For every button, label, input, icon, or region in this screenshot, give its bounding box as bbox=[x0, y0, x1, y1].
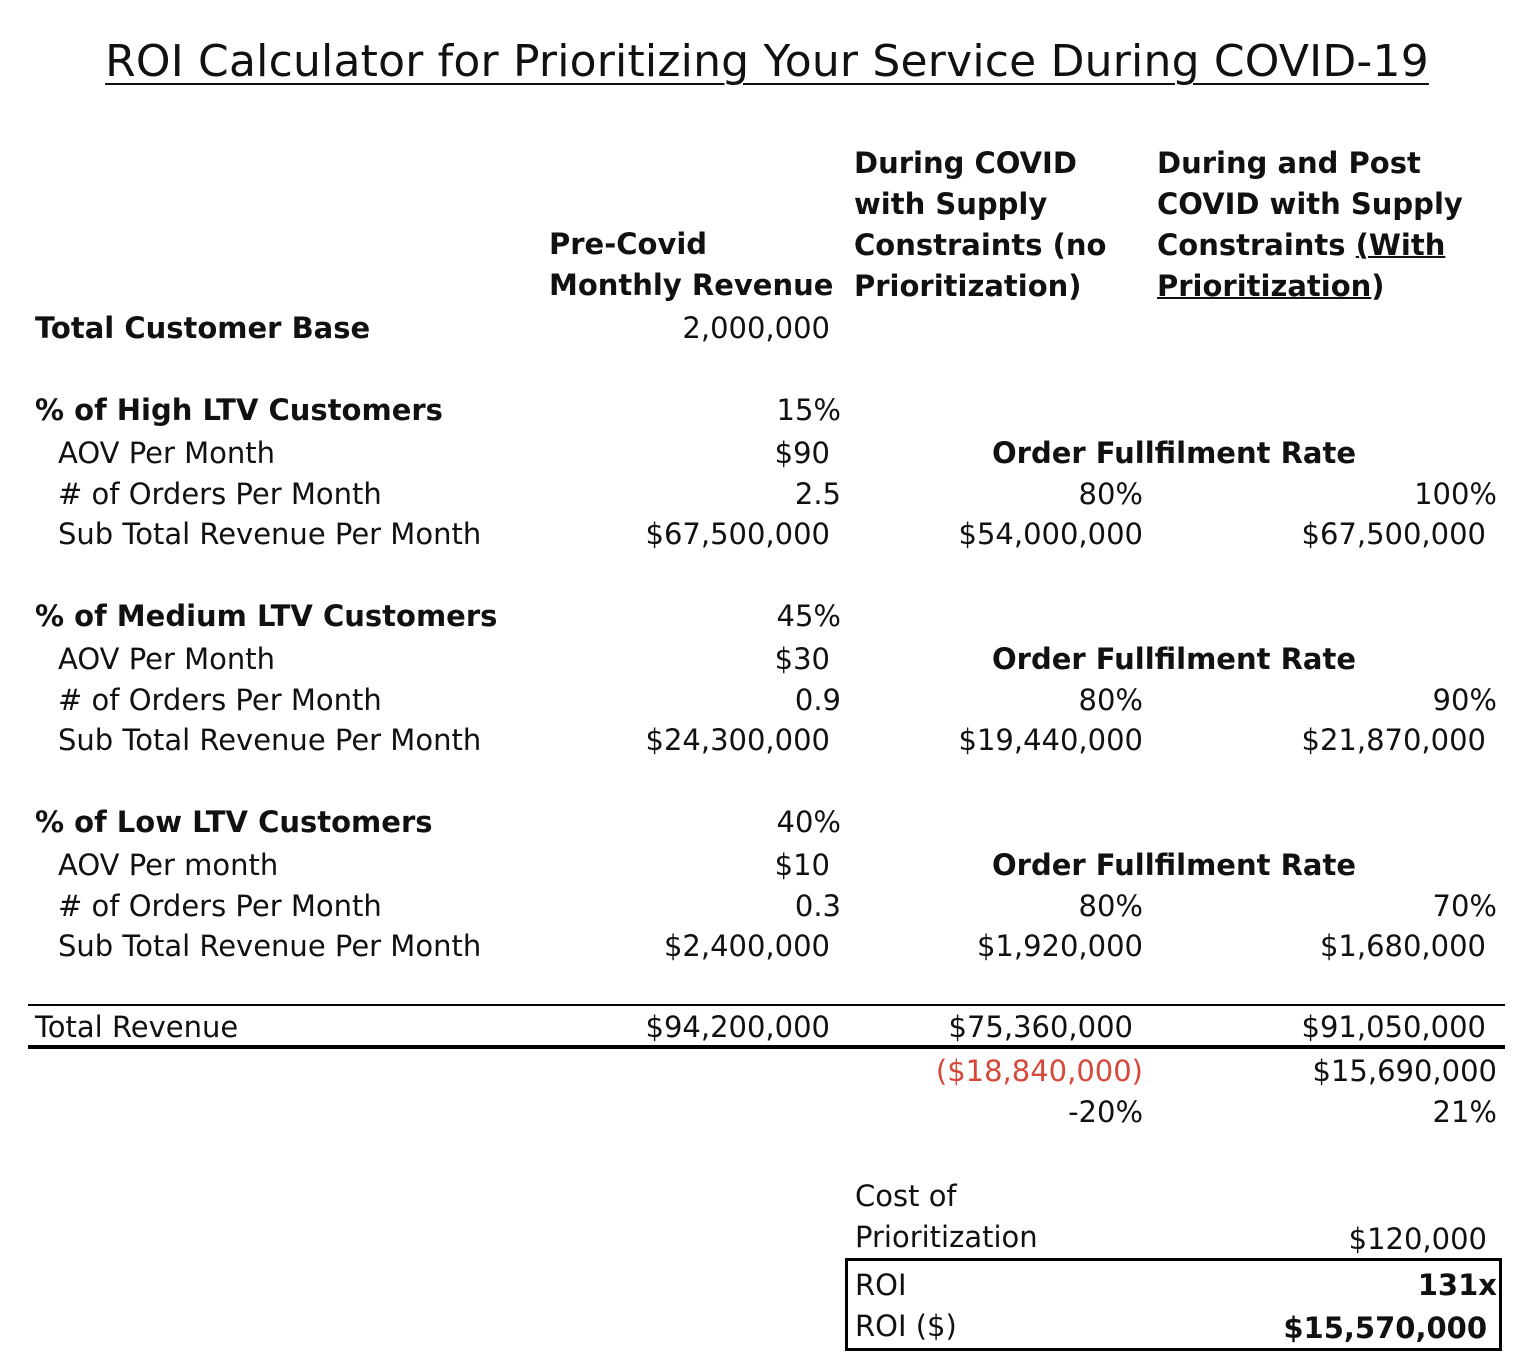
aov-label: AOV Per Month bbox=[58, 642, 276, 676]
header-post-covid-line4-plain: ) bbox=[1371, 269, 1385, 303]
roi-label: ROI bbox=[855, 1268, 907, 1302]
subtotal-pre-covid: $2,400,000 bbox=[663, 929, 830, 963]
header-pre-covid-line2: Monthly Revenue bbox=[549, 268, 834, 302]
segment-heading: % of High LTV Customers bbox=[35, 393, 443, 427]
header-during-covid-line1: During COVID bbox=[854, 146, 1077, 180]
total-bottom-rule bbox=[28, 1045, 1505, 1049]
aov-value: $10 bbox=[774, 848, 830, 882]
subtotal-label: Sub Total Revenue Per Month bbox=[58, 929, 482, 963]
subtotal-pre-covid: $67,500,000 bbox=[645, 517, 830, 551]
rate-no-prioritization: 80% bbox=[1078, 683, 1143, 717]
header-during-covid-line3: Constraints (no bbox=[854, 228, 1107, 262]
total-customer-base-value: 2,000,000 bbox=[682, 311, 830, 345]
header-post-covid-line4-underlined: Prioritization bbox=[1157, 269, 1372, 303]
total-revenue-pre-covid: $94,200,000 bbox=[645, 1010, 830, 1044]
header-pre-covid bbox=[549, 224, 833, 306]
header-post-covid-line3-plain: Constraints bbox=[1157, 228, 1356, 262]
fulfilment-rate-label: Order Fullfilment Rate bbox=[991, 642, 1357, 676]
subtotal-with-prioritization: $21,870,000 bbox=[1301, 723, 1486, 757]
header-pre-covid-line1: Pre-Covid bbox=[549, 227, 708, 261]
cost-label-line1: Cost of bbox=[855, 1179, 957, 1213]
subtotal-no-prioritization: $1,920,000 bbox=[976, 929, 1143, 963]
cost-label-line2: Prioritization bbox=[855, 1220, 1038, 1254]
change-amount-no-prioritization: ($18,840,000) bbox=[935, 1054, 1143, 1088]
subtotal-with-prioritization: $1,680,000 bbox=[1319, 929, 1486, 963]
page-title: ROI Calculator for Prioritizing Your Service During COVID-19 bbox=[105, 36, 1429, 87]
total-revenue-with-prioritization: $91,050,000 bbox=[1301, 1010, 1486, 1044]
cost-value: $120,000 bbox=[1348, 1222, 1487, 1256]
orders-label: # of Orders Per Month bbox=[58, 889, 382, 923]
header-during-covid-line2: with Supply bbox=[854, 187, 1048, 221]
segment-heading: % of Low LTV Customers bbox=[35, 805, 433, 839]
total-revenue-label: Total Revenue bbox=[35, 1010, 239, 1044]
segment-share: 45% bbox=[776, 599, 841, 633]
subtotal-no-prioritization: $54,000,000 bbox=[958, 517, 1143, 551]
aov-value: $30 bbox=[774, 642, 830, 676]
subtotal-label: Sub Total Revenue Per Month bbox=[58, 517, 482, 551]
rate-no-prioritization: 80% bbox=[1078, 889, 1143, 923]
rate-with-prioritization: 90% bbox=[1432, 683, 1497, 717]
segment-heading: % of Medium LTV Customers bbox=[35, 599, 498, 633]
subtotal-pre-covid: $24,300,000 bbox=[645, 723, 830, 757]
subtotal-label: Sub Total Revenue Per Month bbox=[58, 723, 482, 757]
fulfilment-rate-label: Order Fullfilment Rate bbox=[991, 436, 1357, 470]
header-post-covid-line2: COVID with Supply bbox=[1157, 187, 1463, 221]
roi-dollar-label: ROI ($) bbox=[855, 1309, 957, 1343]
change-amount-with-prioritization: $15,690,000 bbox=[1312, 1054, 1497, 1088]
change-pct-with-prioritization: 21% bbox=[1432, 1095, 1497, 1129]
header-post-covid bbox=[1157, 143, 1463, 307]
roi-value: 131x bbox=[1417, 1268, 1497, 1302]
header-during-covid-line4: Prioritization) bbox=[854, 269, 1082, 303]
subtotal-with-prioritization: $67,500,000 bbox=[1301, 517, 1486, 551]
rate-no-prioritization: 80% bbox=[1078, 477, 1143, 511]
aov-label: AOV Per month bbox=[58, 848, 279, 882]
total-top-rule bbox=[28, 1004, 1505, 1006]
header-post-covid-line1: During and Post bbox=[1157, 146, 1421, 180]
change-pct-no-prioritization: -20% bbox=[1068, 1095, 1143, 1129]
orders-value: 2.5 bbox=[794, 477, 841, 511]
segment-share: 40% bbox=[776, 805, 841, 839]
header-post-covid-line4 bbox=[1157, 266, 1463, 307]
total-revenue-no-prioritization: $75,360,000 bbox=[948, 1010, 1133, 1044]
rate-with-prioritization: 100% bbox=[1414, 477, 1497, 511]
orders-value: 0.3 bbox=[794, 889, 841, 923]
subtotal-no-prioritization: $19,440,000 bbox=[958, 723, 1143, 757]
header-post-covid-line3 bbox=[1157, 225, 1463, 266]
aov-value: $90 bbox=[774, 436, 830, 470]
orders-value: 0.9 bbox=[794, 683, 841, 717]
total-customer-base-label: Total Customer Base bbox=[35, 311, 371, 345]
header-post-covid-line3-underlined: (With bbox=[1355, 228, 1446, 262]
orders-label: # of Orders Per Month bbox=[58, 683, 382, 717]
rate-with-prioritization: 70% bbox=[1432, 889, 1497, 923]
orders-label: # of Orders Per Month bbox=[58, 477, 382, 511]
header-during-covid bbox=[854, 143, 1106, 307]
aov-label: AOV Per Month bbox=[58, 436, 276, 470]
fulfilment-rate-label: Order Fullfilment Rate bbox=[991, 848, 1357, 882]
segment-share: 15% bbox=[776, 393, 841, 427]
roi-dollar-value: $15,570,000 bbox=[1283, 1311, 1487, 1345]
